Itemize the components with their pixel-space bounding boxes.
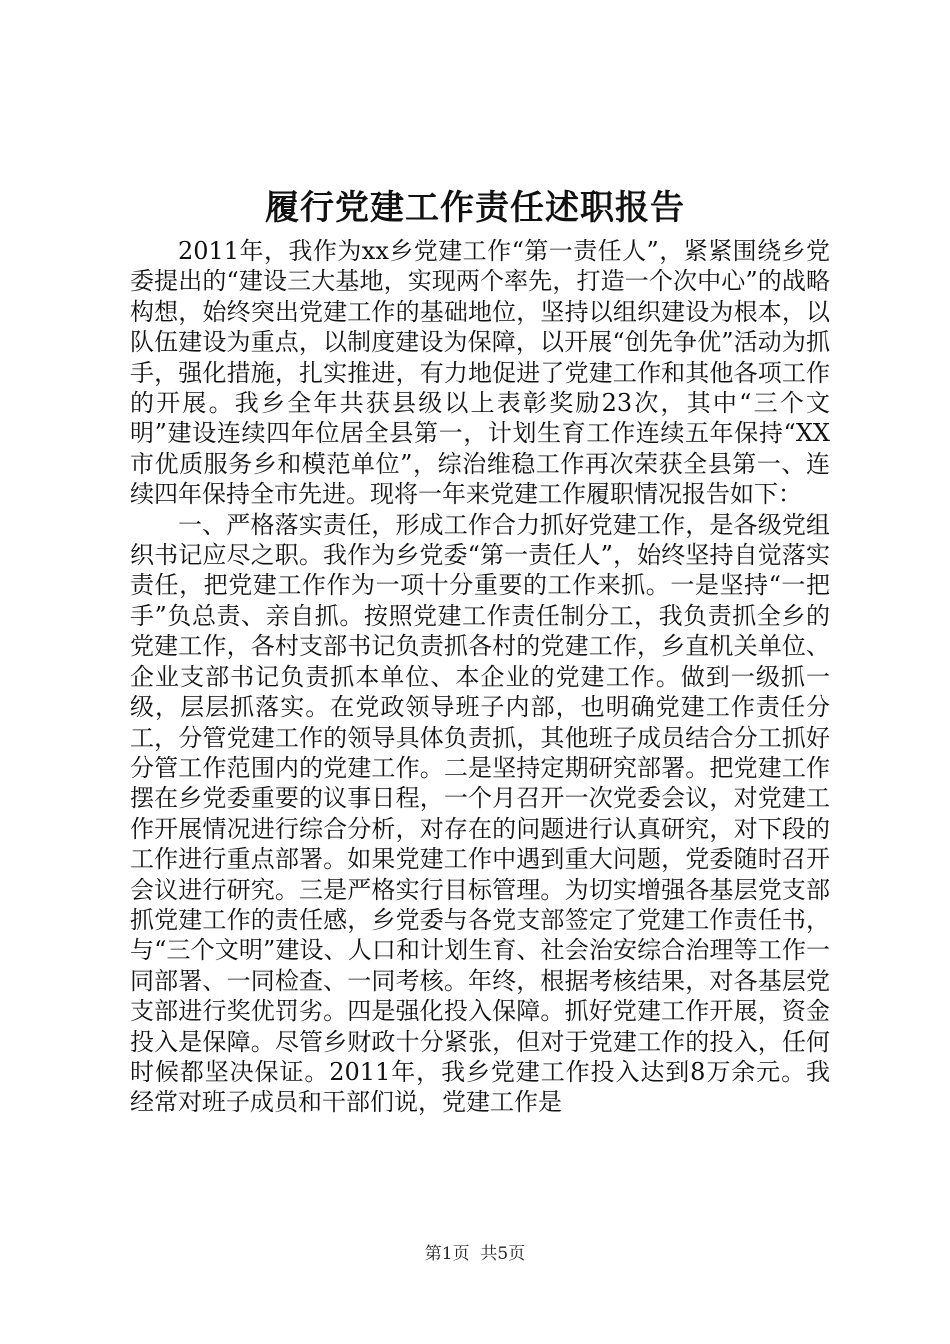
paragraph-intro: 2011年，我作为xx乡党建工作“第一责任人”，紧紧围绕乡党委提出的“建设三大基地，实现两个率先，打造一个次中心”的战略构想，始终突出党建工作的基础地位，坚持以组织建设为根本，以队伍建设为重点，以制度建设为保障，以开展“创先争优”活动为抓手，强化措施，扎实推进，有力地促进了党建工作和其他各项工作的开展。我乡全年共获县级以上表彰奖励23次，其中“三个文明”建设连续四年位居全县第一，计划生育工作连续五年保持“XX市优质服务乡和模范单位”，综治维稳工作再次荣获全县第一、连续四年保持全市先进。现将一年来党建工作履职情况报告如下：: [130, 237, 830, 509]
document-title: 履行党建工作责任述职报告: [265, 188, 685, 228]
document-body: [130, 236, 830, 1118]
page-footer: [0, 1242, 950, 1266]
page-total: 共5页: [480, 1244, 526, 1264]
paragraph-section-one: 一、严格落实责任，形成工作合力抓好党建工作，是各级党组织书记应尽之职。我作为乡党委“第一责任人”，始终坚持自觉落实责任，把党建工作作为一项十分重要的工作来抓。一是坚持“一把手”负总责、亲自抓。按照党建工作责任制分工，我负责抓全乡的党建工作，各村支部书记负责抓各村的党建工作，乡直机关单位、企业支部书记负责抓本单位、本企业的党建工作。做到一级抓一级，层层抓落实。在党政领导班子内部，也明确党建工作责任分工，分管党建工作的领导具体负责抓，其他班子成员结合分工抓好分管工作范围内的党建工作。二是坚持定期研究部署。把党建工作摆在乡党委重要的议事日程，一个月召开一次党委会议，对党建工作开展情况进行综合分析，对存在的问题进行认真研究，对下段的工作进行重点部署。如果党建工作中遇到重大问题，党委随时召开会议进行研究。三是严格实行目标管理。为切实增强各基层党支部抓党建工作的责任感，乡党委与各党支部签定了党建工作责任书，与“三个文明”建设、人口和计划生育、社会治安综合治理等工作一同部署、一同检查、一同考核。年终，根据考核结果，对各基层党支部进行奖优罚劣。四是强化投入保障。抓好党建工作开展，资金投入是保障。尽管乡财政十分紧张，但对于党建工作的投入，任何时候都坚决保证。2011年，我乡党建工作投入达到8万余元。我经常对班子成员和干部们说，党建工作是: [130, 510, 830, 1117]
page-number: 第1页: [424, 1244, 470, 1264]
